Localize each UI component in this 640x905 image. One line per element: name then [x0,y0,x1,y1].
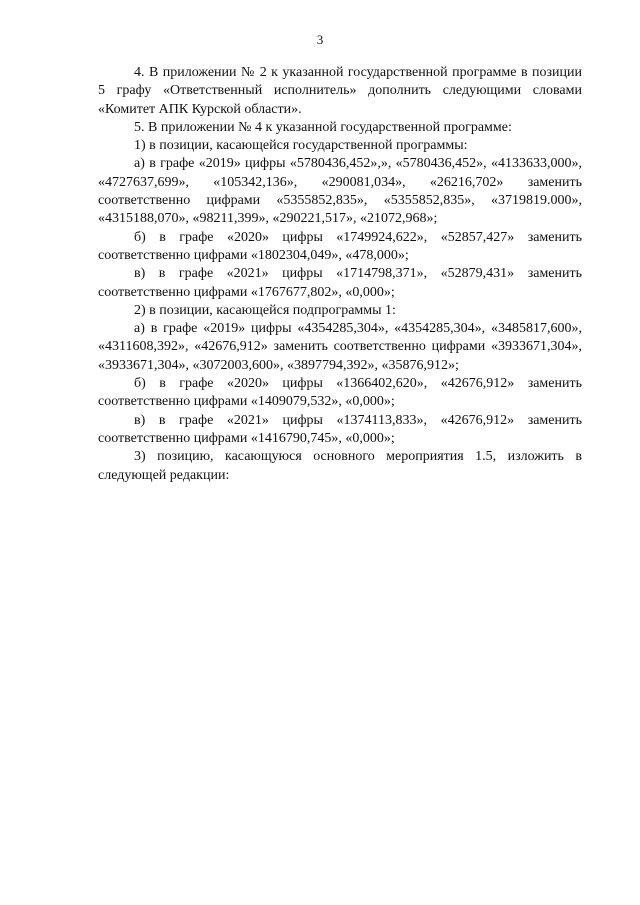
paragraph-main-activity-1-5: 3) позицию, касающуюся основного мероприятия 1.5, изложить в следующей редакции: [98,449,582,483]
paragraph-state-program-2019: а) в графе «2019» цифры «5780436,452»,», «5780436,452», «4133633,000», «4727637,699», «105342,136», «290081,034», «26216,702» заменить соответственно цифрами «5355852,835», «5355852,835», «3719819.000», «4315188,070», «98211,399», «290221,517», «21072,968»; [98,156,582,227]
paragraph-state-program-2021: в) в графе «2021» цифры «1714798,371», «52879,431» заменить соответственно цифрами «1767677,802», «0,000»; [98,266,582,300]
paragraph-appendix-4: 5. В приложении № 4 к указанной государственной программе: [134,119,512,135]
paragraph-state-program-2020: б) в графе «2020» цифры «1749924,622», «52857,427» заменить соответственно цифрами «1802304,049», «478,000»; [98,229,582,263]
document-body [98,64,582,485]
paragraph-subprogram-1-2021: в) в графе «2021» цифры «1374113,833», «42676,912» заменить соответственно цифрами «1416790,745», «0,000»; [98,412,582,446]
paragraph-appendix-2: 4. В приложении № 2 к указанной государственной программе в позиции 5 графу «Ответственный исполнитель» дополнить следующими словами «Комитет АПК Курской области». [98,65,582,117]
page-number: 3 [316,32,324,47]
paragraph-subprogram-1-2020: б) в графе «2020» цифры «1366402,620», «42676,912» заменить соответственно цифрами «1409079,532», «0,000»; [98,376,582,410]
paragraph-state-program-position: 1) в позиции, касающейся государственной программы: [134,138,468,154]
paragraph-subprogram-1-position: 2) в позиции, касающейся подпрограммы 1: [134,302,396,318]
paragraph-subprogram-1-2019: а) в графе «2019» цифры «4354285,304», «4354285,304», «3485817,600», «4311608,392», «42676,912» заменить соответственно цифрами «3933671,304», «3933671,304», «3072003,600», «3897794,392», «35876,912»; [98,321,582,373]
